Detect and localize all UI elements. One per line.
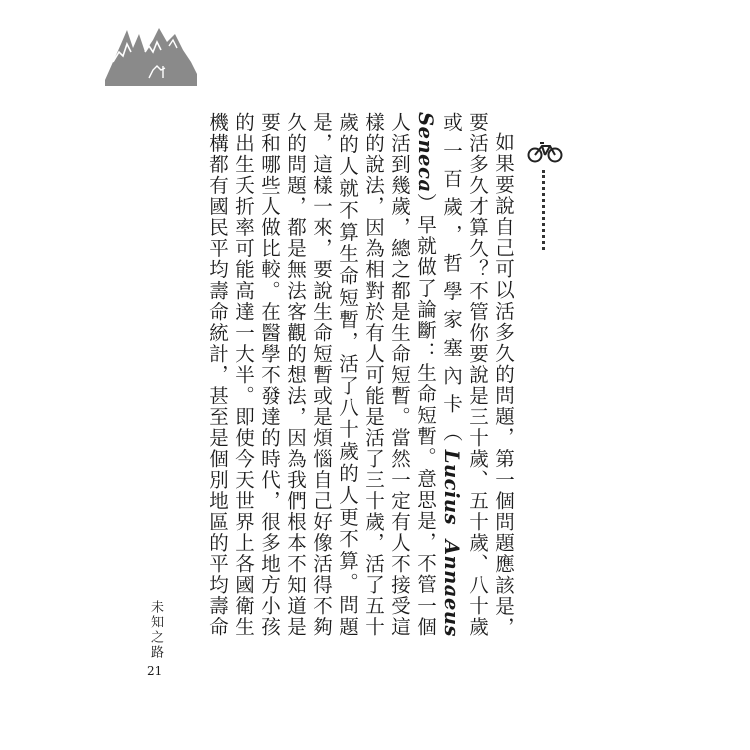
paragraph-1: 如果要說自己可以活多久的問題，第一個問題應該是，要活多久才算久？不管你要說是三十歲、五十歲、八十歲或一百歲，哲學家塞內卡（Lucius Annaeus Seneca）早就做了論斷：生命短暫。意思是，不管一個人活到幾歲，總之都是生命短暫。當然一定有人不接受這樣的說法，因為相對於有人可能是活了三十歲，活了五十歲的人就不算生命短暫，活了八十歲的人更不算。問題是，這樣一來，要說生命短暫或是煩惱自己好像活得不夠久的問題，都是無法客觀的想法，因為我們根本不知道是要和哪些人做比較。在醫學不發達的時代，很多地方小孩的出生夭折率可能高達一大半。即使今天世界上各國衛生機構都有國民平均壽命統計，甚至是個別地區的平均壽命	[206, 112, 515, 637]
body-text	[206, 112, 516, 637]
bicycle-ornament	[525, 140, 565, 250]
page-number: 21	[147, 664, 163, 678]
latin-name: Lucius Annaeus Seneca	[414, 112, 463, 637]
bicycle-icon	[527, 140, 563, 164]
mountain-logo	[105, 22, 197, 86]
running-head: 未知之路	[148, 600, 163, 660]
dotted-divider	[542, 170, 545, 250]
